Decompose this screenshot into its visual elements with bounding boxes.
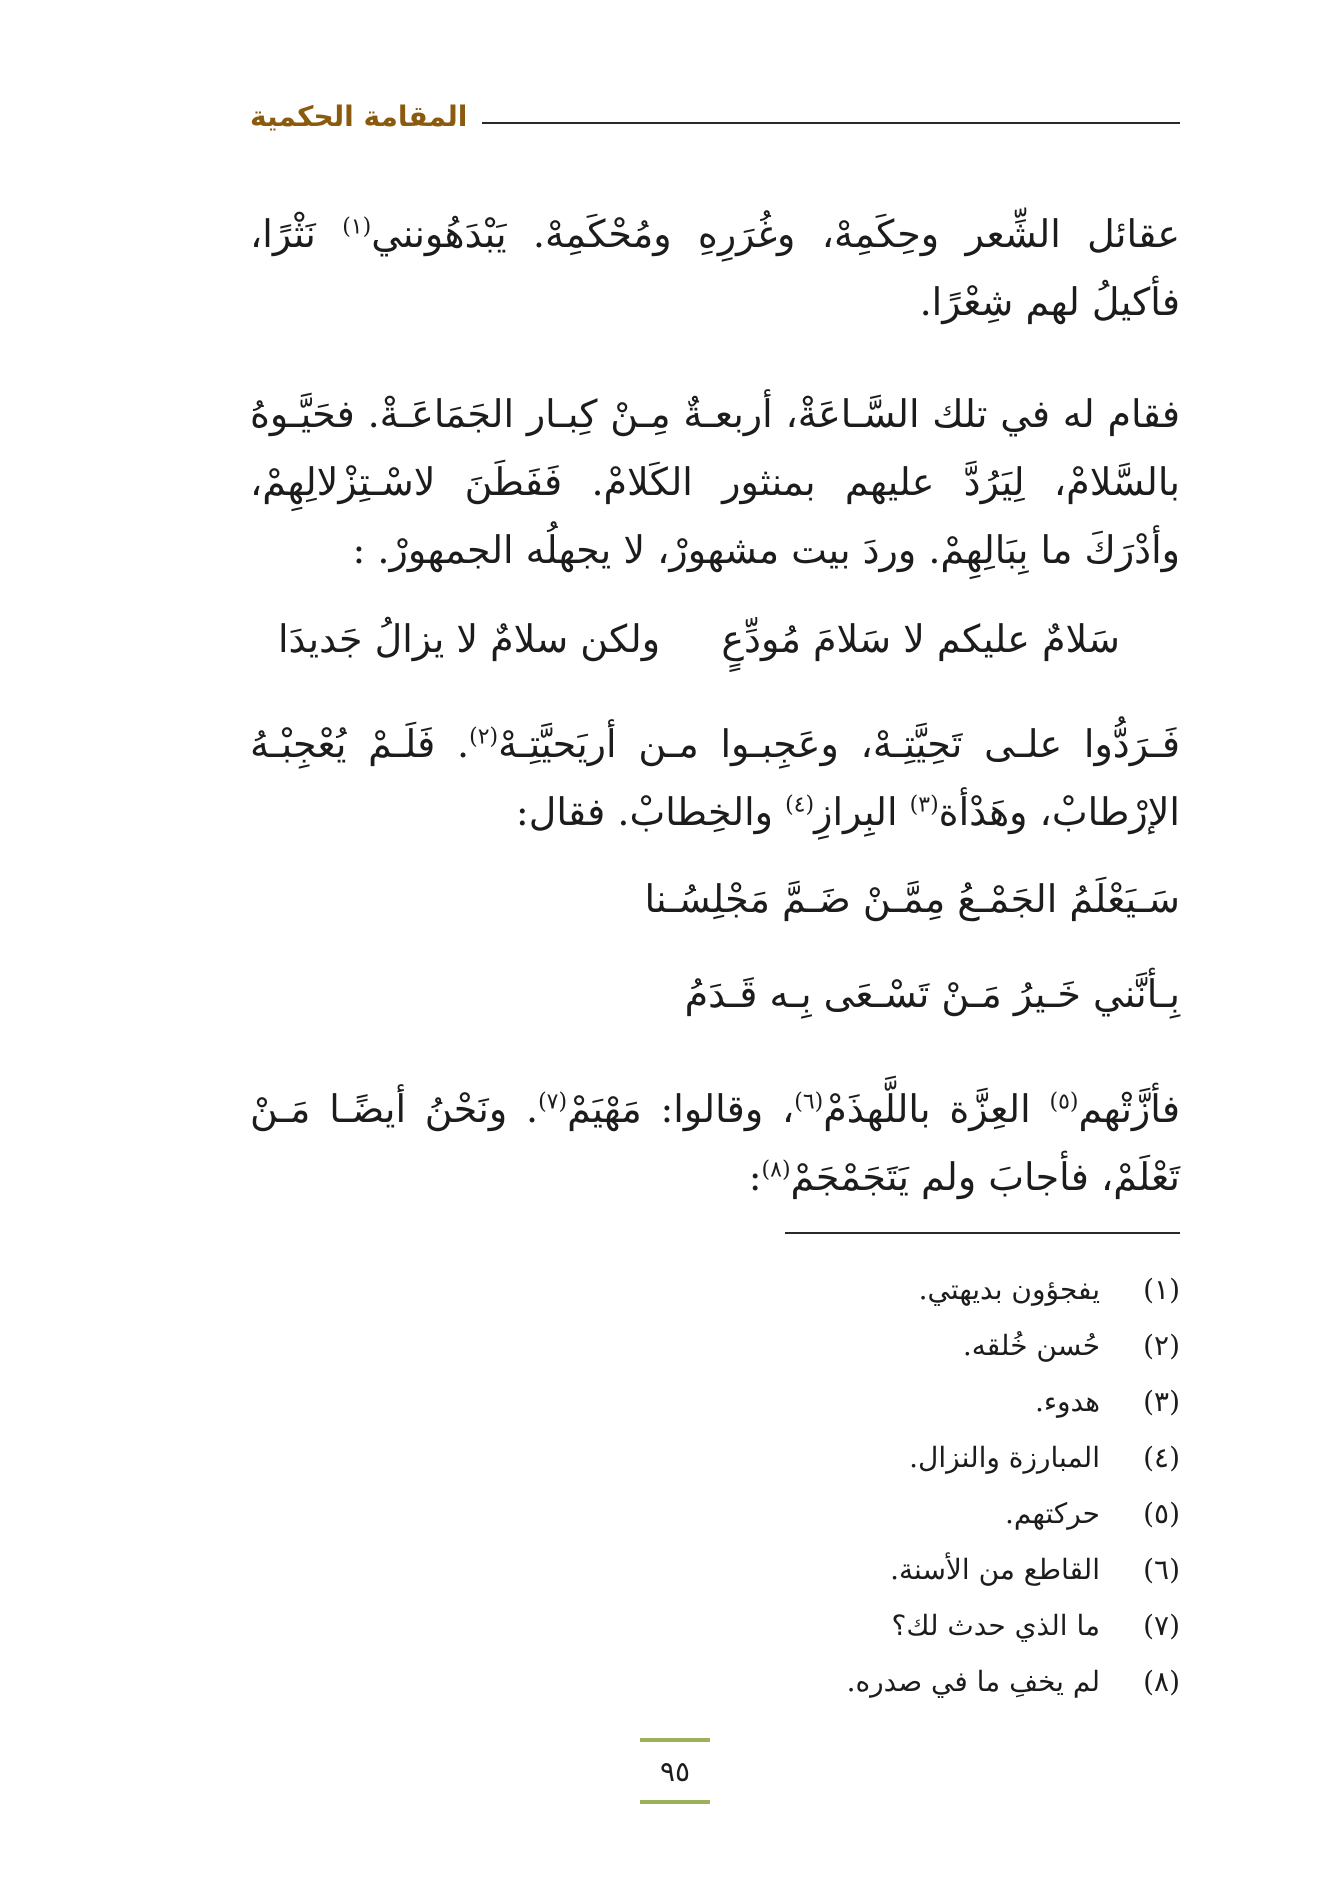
footnote-item: [250, 1542, 1180, 1598]
footnote-text: حركتهم.: [1005, 1497, 1100, 1530]
footnote-number: (٥): [1143, 1497, 1180, 1530]
footnote-ref-8: (٨): [761, 1157, 791, 1183]
verse-1: [250, 605, 1180, 673]
paragraph-4-seg-2: العِزَّة باللَّهذَمْ: [823, 1087, 1050, 1131]
paragraph-3-seg-2: . فَلَـمْ يُعْجِبْـهُ الإرْطابْ، وهَدْأة: [250, 722, 1180, 834]
footnote-text: هدوء.: [1034, 1385, 1100, 1418]
verse-2-line-1: سَـيَعْلَمُ الجَمْـعُ مِمَّـنْ ضَـمَّ مَجْلِسُـنا: [644, 877, 1180, 921]
footnote-ref-6: (٦): [794, 1089, 824, 1115]
paragraph-1: [250, 200, 1180, 336]
footnote-text: لم يخفِ ما في صدره.: [846, 1665, 1100, 1698]
footnote-text: المبارزة والنزال.: [909, 1441, 1100, 1474]
paragraph-4-seg-5: :: [748, 1155, 762, 1199]
footnote-ref-4: (٤): [785, 792, 815, 818]
footnote-number: (١): [1143, 1273, 1180, 1306]
footnote-text: حُسن خُلقه.: [962, 1329, 1100, 1362]
verse-1-hemistich-1: سَلامٌ عليكم لا سَلامَ مُودِّعٍ: [721, 617, 1120, 661]
footnote-number: (٧): [1143, 1609, 1180, 1642]
verse-1-hemistich-2: ولكن سلامٌ لا يزالُ جَديدَا: [278, 617, 661, 661]
footnote-item: [250, 1262, 1180, 1318]
page-header: [250, 100, 1180, 140]
footnote-separator: [785, 1232, 1180, 1234]
footnote-ref-7: (٧): [538, 1089, 568, 1115]
footnote-item: [250, 1374, 1180, 1430]
footnote-item: [250, 1598, 1180, 1654]
footnote-text: ما الذي حدث لك؟: [891, 1609, 1100, 1642]
paragraph-4-seg-4: . ونَحْنُ أيضًـا مَـنْ تَعْلَمْ، فأجابَ ولم يَتَجَمْجَمْ: [250, 1087, 1180, 1199]
paragraph-4: [250, 1075, 1180, 1211]
footnote-number: (٤): [1143, 1441, 1180, 1474]
footnote-item: [250, 1654, 1180, 1710]
footnote-ref-1: (١): [342, 214, 372, 240]
paragraph-1-text-cont: نَثْرًا، فأكيلُ لهم شِعْرًا.: [250, 212, 1180, 324]
footnote-number: (٣): [1143, 1385, 1180, 1418]
footnote-text: يفجؤون بديهتي.: [918, 1273, 1100, 1306]
header-rule: [482, 122, 1180, 124]
footnotes-list: [250, 1262, 1180, 1710]
paragraph-3-seg-3: البِرازِ: [814, 790, 910, 834]
footnote-text: القاطع من الأسنة.: [890, 1553, 1100, 1586]
footnote-ref-3: (٣): [909, 792, 939, 818]
paragraph-2: فقام له في تلك السَّـاعَةْ، أربعـةٌ مِـنْ كِبـار الجَمَاعَـةْ. فحَيَّـوهُ بالسَّلامْ، لِيَرُدَّ عليهم بمنثور الكَلامْ. فَفَطَنَ لاسْـتِزْلالِهِمْ، وأدْرَكَ ما بِبَالِهِمْ. وردَ بيت مشهورْ، لا يجهلُه الجمهورْ. :: [250, 392, 1180, 572]
footnote-item: [250, 1318, 1180, 1374]
paragraph-4-seg-3: ، وقالوا: مَهْيَمْ: [567, 1087, 795, 1131]
verse-2-line-2: بِـأنَّني خَـيرُ مَـنْ تَسْـعَى بِـه قَـدَمُ: [684, 972, 1180, 1016]
footnote-item: [250, 1486, 1180, 1542]
paragraph-4-seg-1: فأزَّتْهم: [1078, 1087, 1180, 1131]
page-number-rule-bottom: [640, 1800, 710, 1804]
footnote-ref-5: (٥): [1049, 1089, 1079, 1115]
paragraph-1-text: عقائل الشِّعر وحِكَمِهْ، وغُرَرِهِ ومُحْكَمِهْ. يَبْدَهُونني: [371, 212, 1180, 256]
paragraph-3: [250, 710, 1180, 846]
footnote-number: (٢): [1143, 1329, 1180, 1362]
footnote-number: (٨): [1143, 1665, 1180, 1698]
footnote-number: (٦): [1143, 1553, 1180, 1586]
header-title: المقامة الحكمية: [250, 100, 468, 133]
paragraph-3-seg-1: فَـرَدُّوا علـى تَحِيَّتِـهْ، وعَجِبـوا مـن أريَحيَّتِـهْ: [498, 722, 1180, 766]
footnote-item: [250, 1430, 1180, 1486]
paragraph-3-seg-4: والخِطابْ. فقال:: [515, 790, 786, 834]
footnote-ref-2: (٢): [469, 724, 499, 750]
page-number: ٩٥: [659, 1755, 691, 1788]
